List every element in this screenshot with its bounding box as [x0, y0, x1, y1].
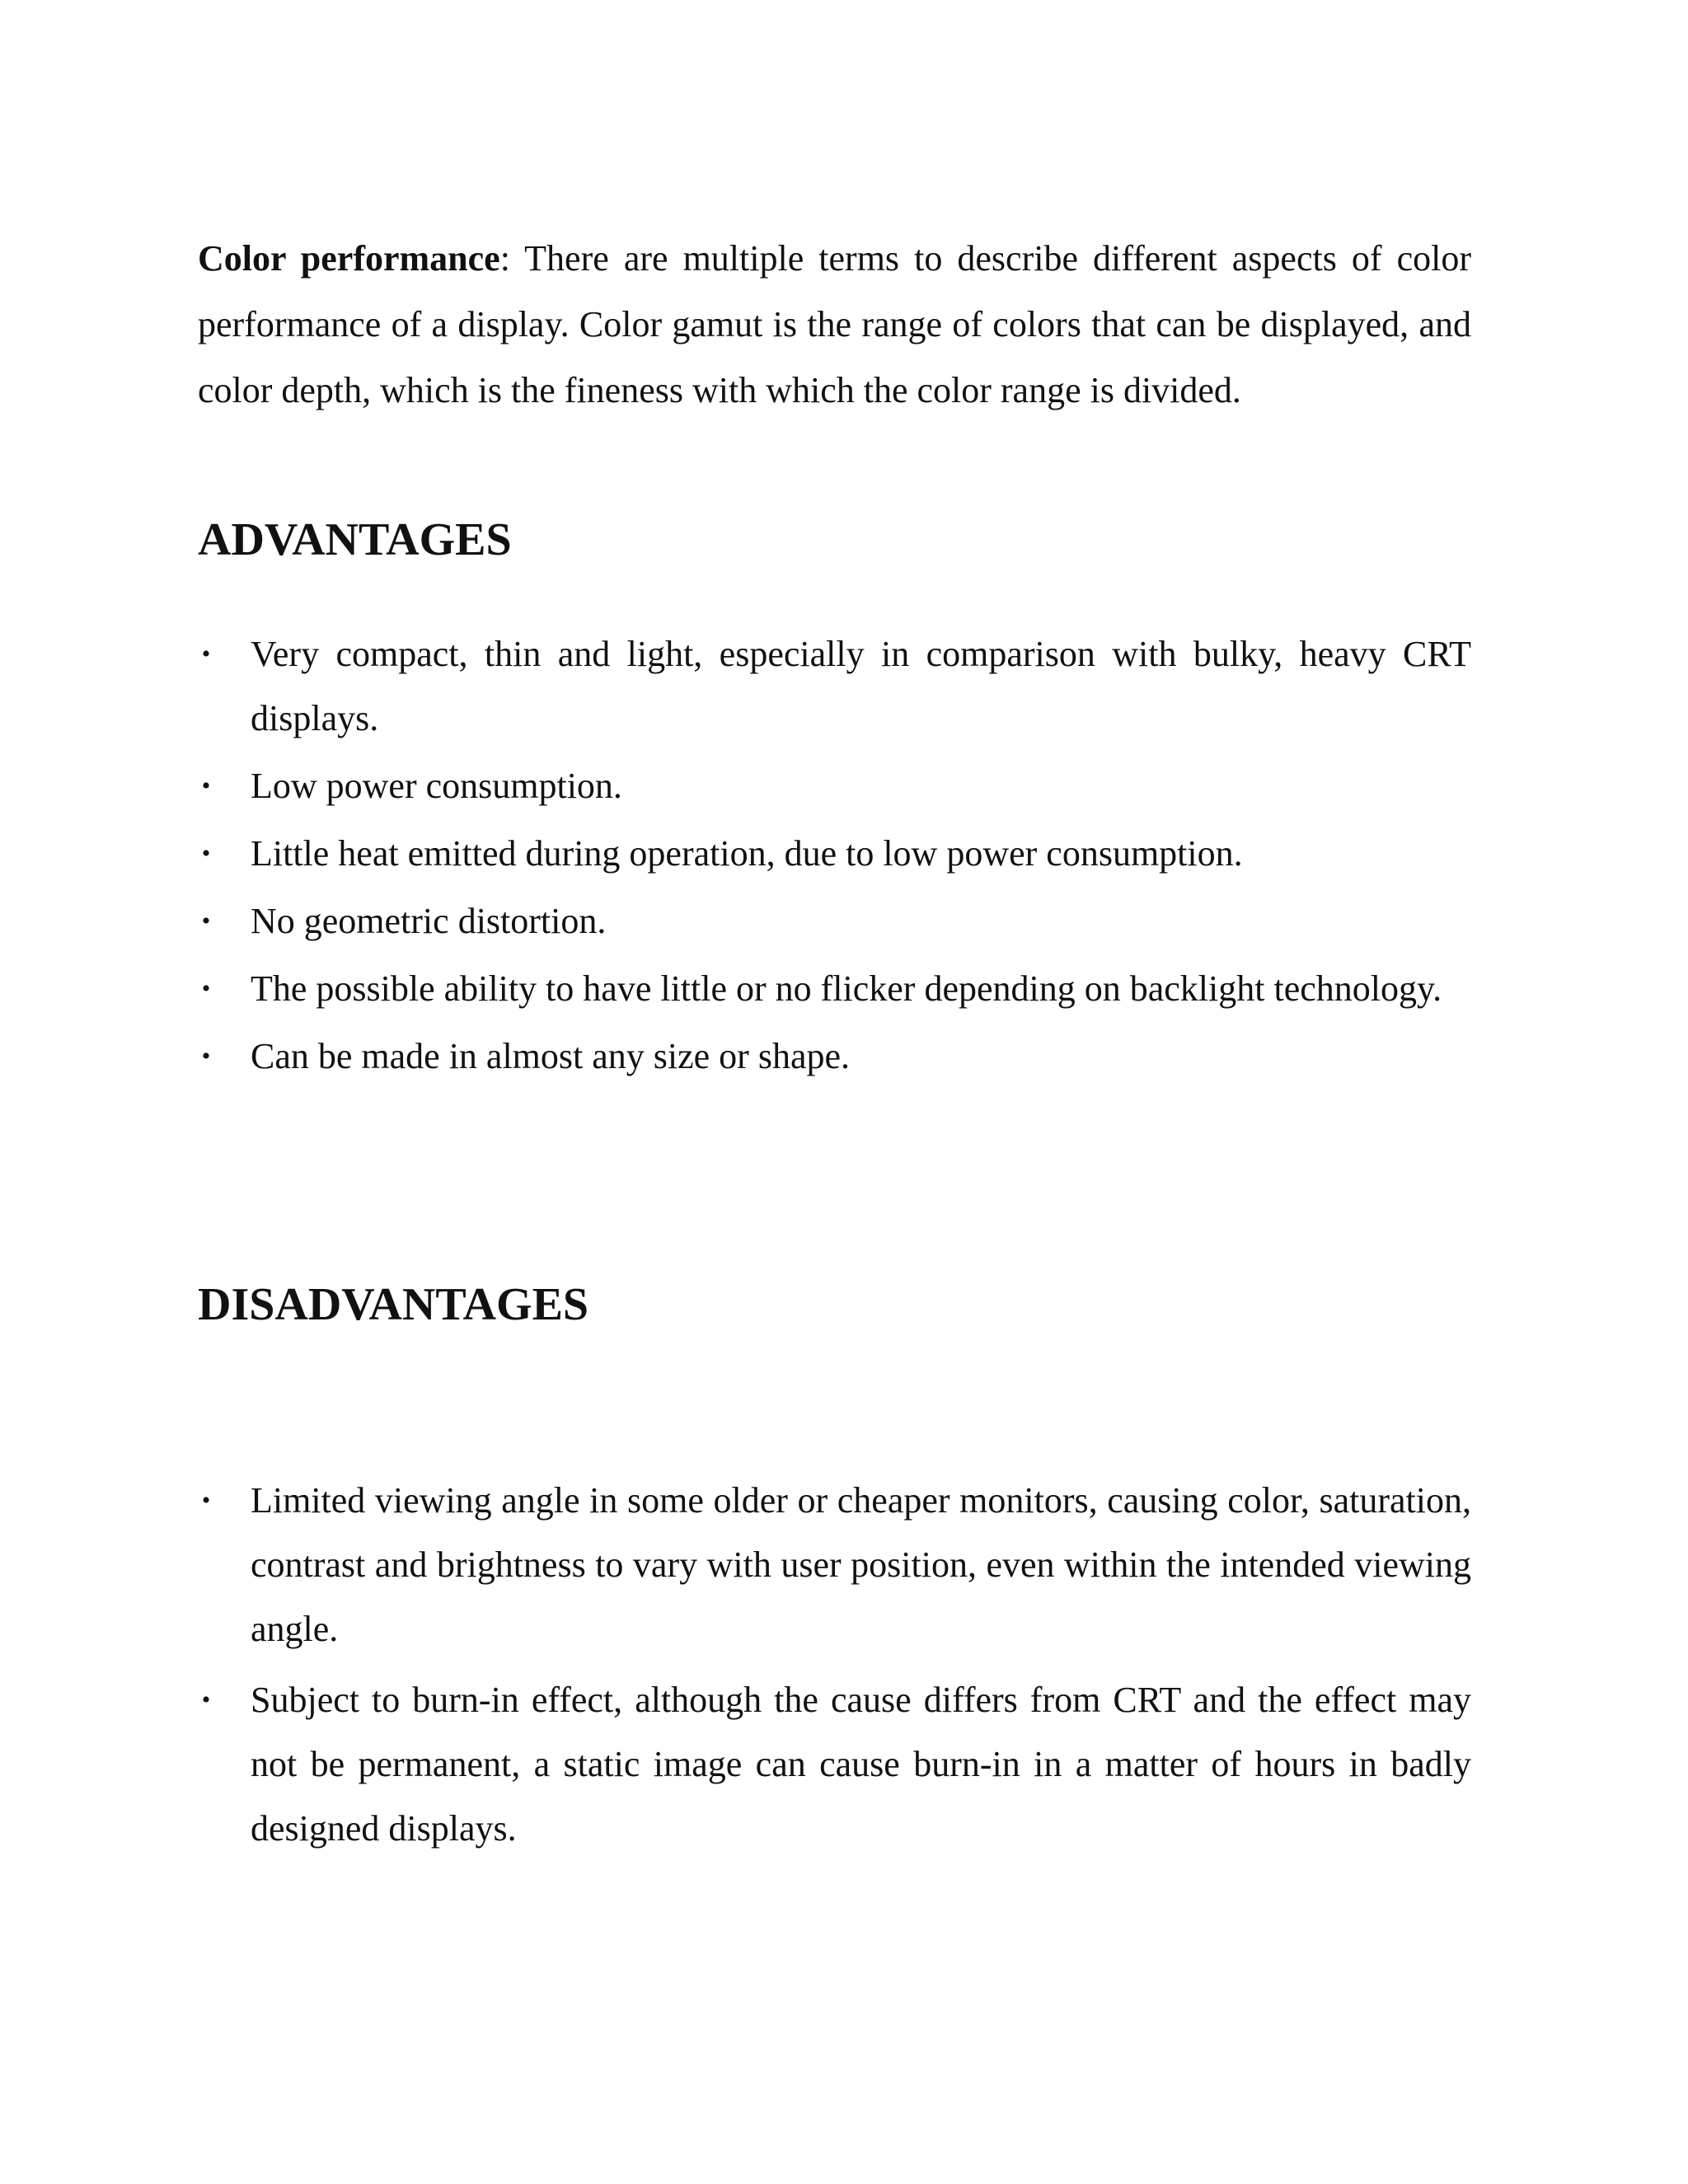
bullet-icon: •: [201, 975, 211, 1002]
list-item-text: No geometric distortion.: [251, 901, 607, 941]
list-item: [198, 889, 1471, 954]
advantages-list: [198, 622, 1471, 1092]
list-item: [198, 957, 1471, 1021]
bullet-icon: •: [201, 1043, 211, 1070]
list-item-text: Subject to burn-in effect, although the cause differs from CRT and the effect may not be permanent, a static image can cause burn-in in a matter of hours in badly designed displays.: [251, 1680, 1471, 1849]
list-item-text: The possible ability to have little or no flicker depending on backlight technology.: [251, 968, 1442, 1009]
bullet-icon: •: [201, 640, 211, 668]
color-performance-text: : There are multiple terms to describe different aspects of color performance of a display. Color gamut is the range of colors that can be displayed, and color depth, which is the fineness with which the color range is divided.: [198, 238, 1471, 410]
bullet-icon: •: [201, 1686, 211, 1713]
advantages-heading: ADVANTAGES: [198, 514, 512, 565]
list-item: [198, 1668, 1471, 1861]
list-item: [198, 1469, 1471, 1661]
bullet-icon: •: [201, 772, 211, 799]
list-item: [198, 822, 1471, 886]
list-item: [198, 622, 1471, 751]
bullet-icon: •: [201, 907, 211, 935]
list-item: [198, 1024, 1471, 1089]
bullet-icon: •: [201, 840, 211, 867]
color-performance-paragraph: [198, 226, 1471, 424]
list-item-text: Low power consumption.: [251, 766, 622, 806]
disadvantages-heading: DISADVANTAGES: [198, 1279, 589, 1330]
list-item-text: Can be made in almost any size or shape.: [251, 1036, 851, 1076]
list-item-text: Little heat emitted during operation, due to low power consumption.: [251, 833, 1243, 874]
list-item-text: Very compact, thin and light, especially in comparison with bulky, heavy CRT displays.: [251, 634, 1471, 738]
list-item-text: Limited viewing angle in some older or cheaper monitors, causing color, saturation, contrast and brightness to vary with user position, even within the intended viewing angle.: [251, 1480, 1471, 1649]
color-performance-term: Color performance: [198, 238, 500, 279]
disadvantages-list: [198, 1469, 1471, 1868]
bullet-icon: •: [201, 1487, 211, 1514]
list-item: [198, 754, 1471, 818]
